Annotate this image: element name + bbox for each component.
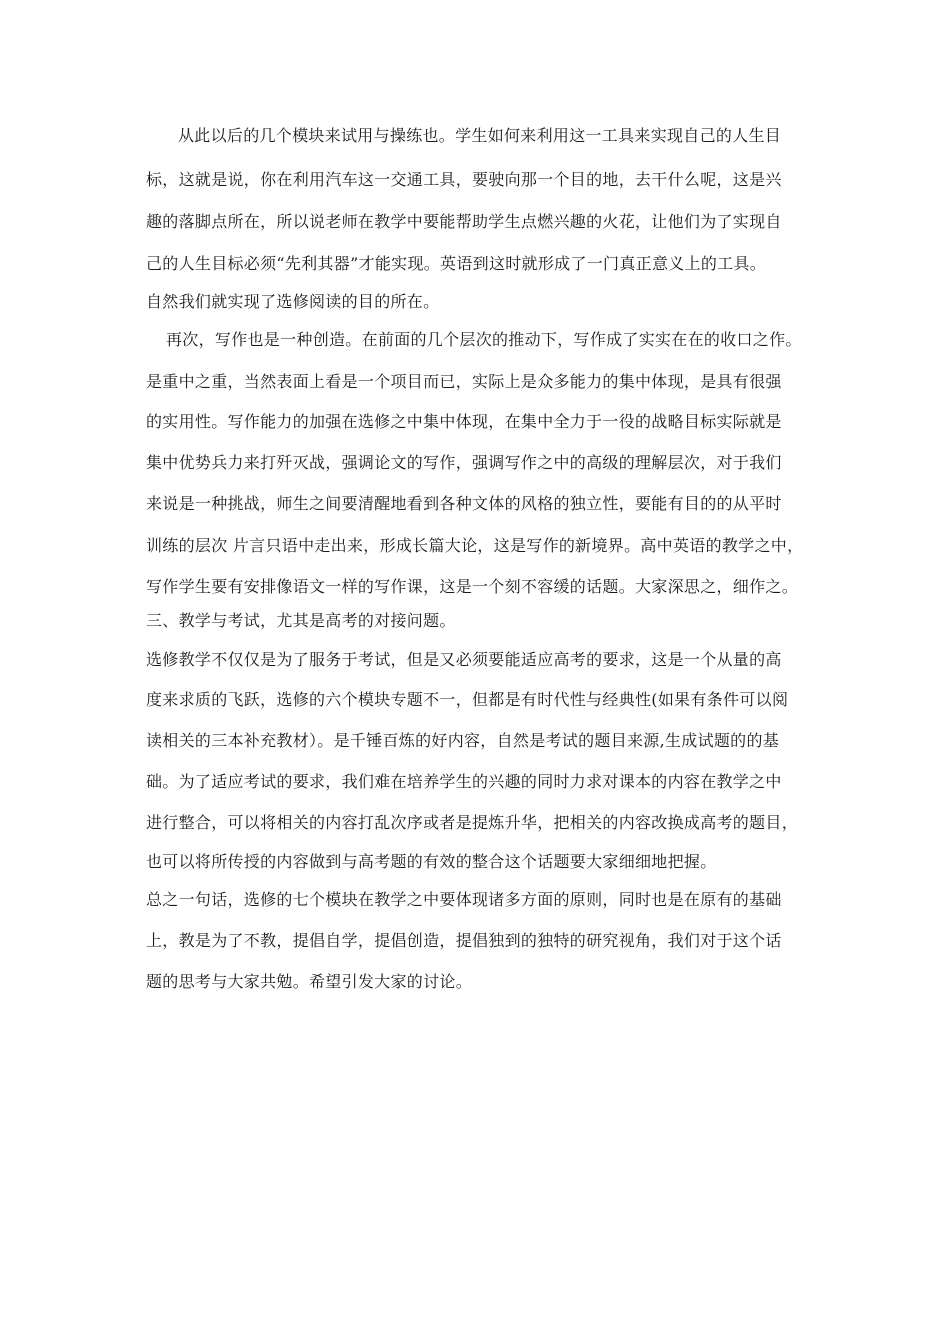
text-line: 度来求质的飞跃，选修的六个模块专题不一，但都是有时代性与经典性(如果有条件可以阅 — [146, 690, 789, 709]
text-line: 集中优势兵力来打歼灭战，强调论文的写作，强调写作之中的高级的理解层次，对于我们 — [146, 453, 782, 472]
text-line: 来说是一种挑战，师生之间要清醒地看到各种文体的风格的独立性，要能有目的的从平时 — [146, 494, 782, 513]
text-line: 的实用性。写作能力的加强在选修之中集中体现，在集中全力于一役的战略目标实际就是 — [146, 412, 782, 431]
text-line: 也可以将所传授的内容做到与高考题的有效的整合这个话题要大家细细地把握。 — [146, 852, 717, 871]
text-line: 进行整合，可以将相关的内容打乱次序或者是提炼升华，把相关的内容改换成高考的题目， — [146, 813, 799, 832]
text-line: 训练的层次 片言只语中走出来，形成长篇大论，这是写作的新境界。高中英语的教学之中， — [146, 536, 804, 555]
text-line: 总之一句话，选修的七个模块在教学之中要体现诸多方面的原则，同时也是在原有的基础 — [146, 890, 782, 909]
text-line: 上，教是为了不教，提倡自学，提倡创造，提倡独到的独特的研究视角，我们对于这个话 — [146, 931, 782, 950]
text-line: 标，这就是说，你在利用汽车这一交通工具，要驶向那一个目的地，去干什么呢，这是兴 — [146, 170, 782, 189]
text-line: 趣的落脚点所在，所以说老师在教学中要能帮助学生点燃兴趣的火花，让他们为了实现自 — [146, 212, 782, 231]
section-heading: 三、教学与考试，尤其是高考的对接问题。 — [146, 611, 456, 630]
text-line: 是重中之重，当然表面上看是一个项目而已，实际上是众多能力的集中体现，是具有很强 — [146, 372, 782, 391]
text-line: 读相关的三本补充教材）。是千锤百炼的好内容，自然是考试的题目来源,生成试题的的基 — [146, 731, 780, 750]
text-line: 从此以后的几个模块来试用与操练也。学生如何来利用这一工具来实现自己的人生目 — [178, 126, 782, 145]
text-line: 础。为了适应考试的要求，我们难在培养学生的兴趣的同时力求对课本的内容在教学之中 — [146, 772, 782, 791]
text-line: 己的人生目标必须“先利其器”才能实现。英语到这时就形成了一门真正意义上的工具。 — [146, 254, 767, 273]
text-line: 写作学生要有安排像语文一样的写作课，这是一个刻不容缓的话题。大家深思之，细作之。 — [146, 577, 799, 596]
text-line: 自然我们就实现了选修阅读的目的所在。 — [146, 292, 440, 311]
text-line: 再次，写作也是一种创造。在前面的几个层次的推动下，写作成了实实在在的收口之作。 — [166, 330, 802, 349]
text-line: 题的思考与大家共勉。希望引发大家的讨论。 — [146, 972, 473, 991]
text-line: 选修教学不仅仅是为了服务于考试，但是又必须要能适应高考的要求，这是一个从量的高 — [146, 650, 782, 669]
